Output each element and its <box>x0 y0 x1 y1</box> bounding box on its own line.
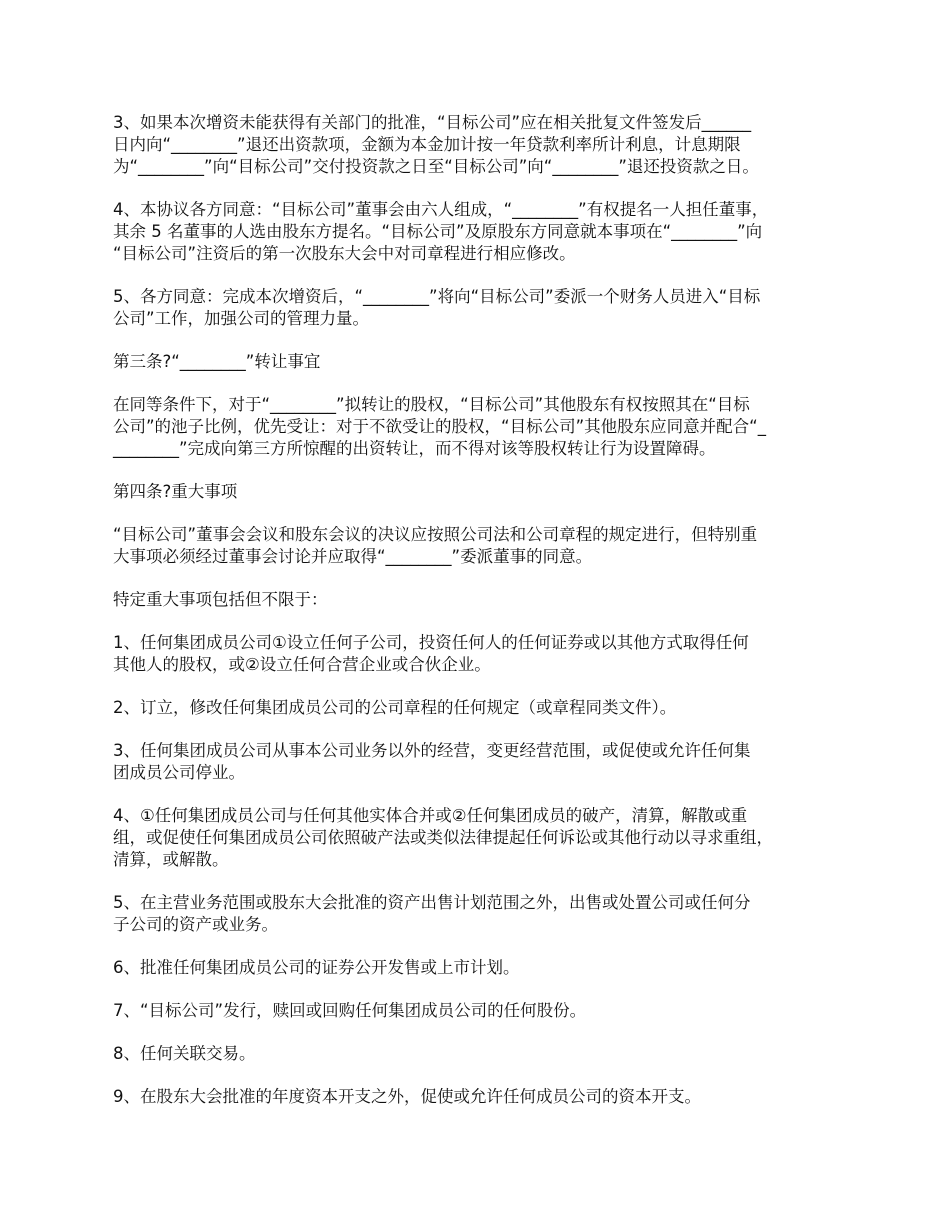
paragraph <box>113 805 853 871</box>
text-line: ________”完成向第三方所惊醒的出资转让，而不得对该等股权转让行为设置障碍。 <box>113 439 716 458</box>
text-line: 4、①任何集团成员公司与任何其他实体合并或②任何集团成员的破产，清算，解散或重 <box>113 806 748 825</box>
text-line: 第三条?“________”转让事宜 <box>113 352 321 371</box>
text-line: 1、任何集团成员公司①设立任何子公司，投资任何人的任何证券或以其他方式取得任何 <box>113 633 749 652</box>
text-line: 5、各方同意：完成本次增资后，“________”将向“目标公司”委派一个财务人员进入“目标 <box>113 287 761 306</box>
paragraph <box>113 199 853 265</box>
text-line: 7、“目标公司”发行，赎回或回购任何集团成员公司的任何股份。 <box>113 1001 587 1020</box>
text-line: “目标公司”注资后的第一次股东大会中对司章程进行相应修改。 <box>113 244 576 263</box>
paragraph <box>113 1000 853 1022</box>
paragraph <box>113 481 853 503</box>
paragraph <box>113 351 853 373</box>
paragraph <box>113 524 853 568</box>
paragraph <box>113 740 853 784</box>
paragraph-spacer <box>113 568 853 589</box>
text-line: 子公司的资产或业务。 <box>113 915 278 934</box>
paragraph-spacer <box>113 1065 853 1086</box>
paragraph <box>113 697 853 719</box>
paragraph-spacer <box>113 373 853 394</box>
paragraph-spacer <box>113 1022 853 1043</box>
paragraph-spacer <box>113 503 853 524</box>
paragraph-spacer <box>113 784 853 805</box>
text-line: 9、在股东大会批准的年度资本开支之外，促使或允许任何成员公司的资本开支。 <box>113 1087 701 1106</box>
text-line: 3、任何集团成员公司从事本公司业务以外的经营，变更经营范围，或促使或允许任何集 <box>113 741 751 760</box>
paragraph <box>113 286 853 330</box>
text-line: 第四条?重大事项 <box>113 482 238 501</box>
text-line: 5、在主营业务范围或股东大会批准的资产出售计划范围之外，出售或处置公司或任何分 <box>113 893 751 912</box>
text-line: 团成员公司停业。 <box>113 763 245 782</box>
paragraph-spacer <box>113 611 853 632</box>
paragraph-spacer <box>113 936 853 957</box>
paragraph-spacer <box>113 265 853 286</box>
text-line: 大事项必须经过董事会讨论并应取得“________”委派董事的同意。 <box>113 547 593 566</box>
text-line: 在同等条件下，对于“________”拟转让的股权，“目标公司”其他股东有权按照其在“目标 <box>113 395 750 414</box>
text-line: 8、任何关联交易。 <box>113 1044 256 1063</box>
text-line: 2、订立，修改任何集团成员公司的公司章程的任何规定（或章程同类文件）。 <box>113 698 677 717</box>
text-line: 4、本协议各方同意：“目标公司”董事会由六人组成，“________”有权提名一人担任董事， <box>113 200 769 219</box>
paragraph-spacer <box>113 719 853 740</box>
document-body <box>113 112 853 1108</box>
text-line: “目标公司”董事会会议和股东会议的决议应按照公司法和公司章程的规定进行，但特别重 <box>113 525 758 544</box>
text-line: 公司”的池子比例，优先受让：对于不欲受让的股权，“目标公司”其他股东应同意并配合“_ <box>113 417 766 436</box>
paragraph <box>113 112 853 178</box>
text-line: 3、如果本次增资未能获得有关部门的批准，“目标公司”应在相关批复文件签发后______ <box>113 113 752 132</box>
paragraph-spacer <box>113 460 853 481</box>
text-line: 为“________”向“目标公司”交付投资款之日至“目标公司”向“________”退还投资款之日。 <box>113 157 759 176</box>
text-line: 组，或促使任何集团成员公司依照破产法或类似法律提起任何诉讼或其他行动以寻求重组， <box>113 828 773 847</box>
paragraph <box>113 892 853 936</box>
text-line: 其他人的股权，或②设立任何合营企业或合伙企业。 <box>113 655 491 674</box>
paragraph-spacer <box>113 676 853 697</box>
paragraph-spacer <box>113 178 853 199</box>
paragraph <box>113 589 853 611</box>
paragraph-spacer <box>113 871 853 892</box>
text-line: 6、批准任何集团成员公司的证券公开发售或上市计划。 <box>113 958 520 977</box>
paragraph-spacer <box>113 979 853 1000</box>
text-line: 公司”工作，加强公司的管理力量。 <box>113 309 370 328</box>
text-line: 清算，或解散。 <box>113 850 229 869</box>
paragraph <box>113 632 853 676</box>
paragraph <box>113 394 853 460</box>
paragraph <box>113 1043 853 1065</box>
text-line: 其余 5 名董事的人选由股东方提名。“目标公司”及原股东方同意就本事项在“________”向 <box>113 222 763 241</box>
text-line: 特定重大事项包括但不限于： <box>113 590 328 609</box>
paragraph <box>113 1086 853 1108</box>
paragraph <box>113 957 853 979</box>
paragraph-spacer <box>113 330 853 351</box>
text-line: 日内向“________”退还出资款项，金额为本金加计按一年贷款利率所计利息，计息期限 <box>113 135 741 154</box>
